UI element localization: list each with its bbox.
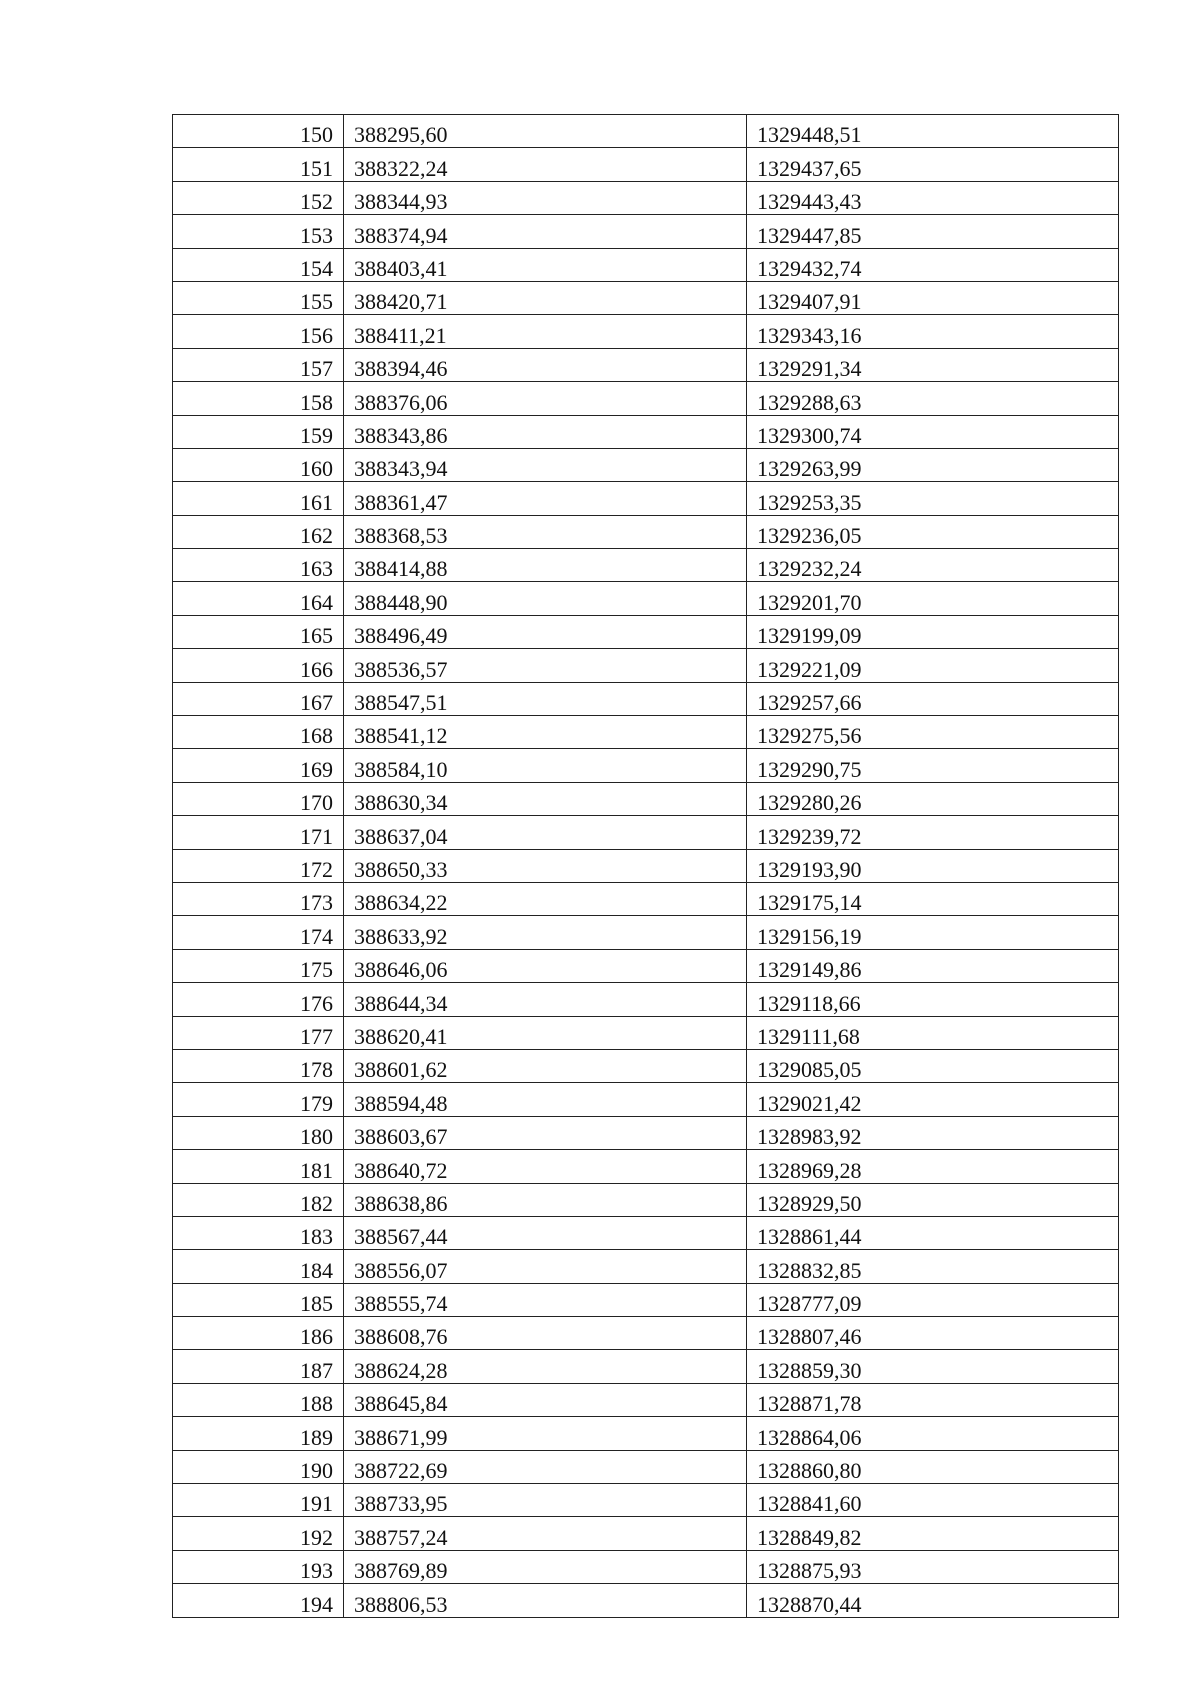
table-row — [173, 716, 1119, 749]
y-coordinate-cell: 1329111,68 — [747, 1016, 1119, 1049]
table-row — [173, 415, 1119, 448]
y-coordinate-cell: 1329193,90 — [747, 849, 1119, 882]
y-coordinate-cell: 1329263,99 — [747, 448, 1119, 481]
table-row — [173, 749, 1119, 782]
point-number-cell: 183 — [173, 1216, 344, 1249]
table-row — [173, 949, 1119, 982]
x-coordinate-cell: 388757,24 — [344, 1517, 747, 1550]
point-number-cell: 194 — [173, 1584, 344, 1617]
y-coordinate-cell: 1329253,35 — [747, 482, 1119, 515]
point-number-cell: 166 — [173, 649, 344, 682]
y-coordinate-cell: 1329407,91 — [747, 281, 1119, 314]
x-coordinate-cell: 388420,71 — [344, 281, 747, 314]
table-row — [173, 916, 1119, 949]
table-row — [173, 1150, 1119, 1183]
point-number-cell: 164 — [173, 582, 344, 615]
point-number-cell: 185 — [173, 1283, 344, 1316]
y-coordinate-cell: 1328929,50 — [747, 1183, 1119, 1216]
y-coordinate-cell: 1329239,72 — [747, 816, 1119, 849]
y-coordinate-cell: 1329448,51 — [747, 115, 1119, 148]
table-row — [173, 1116, 1119, 1149]
point-number-cell: 178 — [173, 1049, 344, 1082]
x-coordinate-cell: 388633,92 — [344, 916, 747, 949]
point-number-cell: 188 — [173, 1383, 344, 1416]
x-coordinate-cell: 388414,88 — [344, 549, 747, 582]
table-row — [173, 515, 1119, 548]
x-coordinate-cell: 388295,60 — [344, 115, 747, 148]
point-number-cell: 157 — [173, 348, 344, 381]
point-number-cell: 182 — [173, 1183, 344, 1216]
point-number-cell: 190 — [173, 1450, 344, 1483]
point-number-cell: 153 — [173, 215, 344, 248]
table-row — [173, 448, 1119, 481]
table-row — [173, 849, 1119, 882]
x-coordinate-cell: 388368,53 — [344, 515, 747, 548]
point-number-cell: 189 — [173, 1417, 344, 1450]
y-coordinate-cell: 1329257,66 — [747, 682, 1119, 715]
y-coordinate-cell: 1329447,85 — [747, 215, 1119, 248]
table-row — [173, 1417, 1119, 1450]
y-coordinate-cell: 1328859,30 — [747, 1350, 1119, 1383]
table-row — [173, 1283, 1119, 1316]
point-number-cell: 167 — [173, 682, 344, 715]
x-coordinate-cell: 388620,41 — [344, 1016, 747, 1049]
table-row — [173, 615, 1119, 648]
y-coordinate-cell: 1329437,65 — [747, 148, 1119, 181]
y-coordinate-cell: 1329343,16 — [747, 315, 1119, 348]
x-coordinate-cell: 388567,44 — [344, 1216, 747, 1249]
x-coordinate-cell: 388638,86 — [344, 1183, 747, 1216]
x-coordinate-cell: 388322,24 — [344, 148, 747, 181]
table-row — [173, 1317, 1119, 1350]
x-coordinate-cell: 388634,22 — [344, 882, 747, 915]
table-row — [173, 1383, 1119, 1416]
y-coordinate-cell: 1329300,74 — [747, 415, 1119, 448]
point-number-cell: 165 — [173, 615, 344, 648]
table-row — [173, 1083, 1119, 1116]
y-coordinate-cell: 1329149,86 — [747, 949, 1119, 982]
point-number-cell: 187 — [173, 1350, 344, 1383]
x-coordinate-cell: 388624,28 — [344, 1350, 747, 1383]
point-number-cell: 184 — [173, 1250, 344, 1283]
table-row — [173, 148, 1119, 181]
x-coordinate-cell: 388806,53 — [344, 1584, 747, 1617]
x-coordinate-cell: 388361,47 — [344, 482, 747, 515]
x-coordinate-cell: 388584,10 — [344, 749, 747, 782]
y-coordinate-cell: 1329021,42 — [747, 1083, 1119, 1116]
x-coordinate-cell: 388644,34 — [344, 983, 747, 1016]
y-coordinate-cell: 1328849,82 — [747, 1517, 1119, 1550]
point-number-cell: 175 — [173, 949, 344, 982]
y-coordinate-cell: 1329175,14 — [747, 882, 1119, 915]
table-row — [173, 1550, 1119, 1583]
table-row — [173, 816, 1119, 849]
table-row — [173, 215, 1119, 248]
y-coordinate-cell: 1329288,63 — [747, 382, 1119, 415]
point-number-cell: 193 — [173, 1550, 344, 1583]
y-coordinate-cell: 1329291,34 — [747, 348, 1119, 381]
x-coordinate-cell: 388547,51 — [344, 682, 747, 715]
table-row — [173, 682, 1119, 715]
table-row — [173, 1350, 1119, 1383]
point-number-cell: 155 — [173, 281, 344, 314]
y-coordinate-cell: 1329156,19 — [747, 916, 1119, 949]
y-coordinate-cell: 1328777,09 — [747, 1283, 1119, 1316]
point-number-cell: 171 — [173, 816, 344, 849]
x-coordinate-cell: 388343,86 — [344, 415, 747, 448]
x-coordinate-cell: 388769,89 — [344, 1550, 747, 1583]
table-row — [173, 782, 1119, 815]
table-row — [173, 1484, 1119, 1517]
point-number-cell: 176 — [173, 983, 344, 1016]
point-number-cell: 152 — [173, 181, 344, 214]
y-coordinate-cell: 1328841,60 — [747, 1484, 1119, 1517]
point-number-cell: 172 — [173, 849, 344, 882]
point-number-cell: 192 — [173, 1517, 344, 1550]
y-coordinate-cell: 1328875,93 — [747, 1550, 1119, 1583]
y-coordinate-cell: 1329236,05 — [747, 515, 1119, 548]
x-coordinate-cell: 388394,46 — [344, 348, 747, 381]
y-coordinate-cell: 1329118,66 — [747, 983, 1119, 1016]
x-coordinate-cell: 388343,94 — [344, 448, 747, 481]
table-row — [173, 482, 1119, 515]
x-coordinate-cell: 388645,84 — [344, 1383, 747, 1416]
point-number-cell: 158 — [173, 382, 344, 415]
x-coordinate-cell: 388671,99 — [344, 1417, 747, 1450]
y-coordinate-cell: 1329221,09 — [747, 649, 1119, 682]
coordinates-table — [172, 114, 1119, 1618]
y-coordinate-cell: 1329432,74 — [747, 248, 1119, 281]
table-row — [173, 181, 1119, 214]
table-row — [173, 1517, 1119, 1550]
table-row — [173, 983, 1119, 1016]
y-coordinate-cell: 1328832,85 — [747, 1250, 1119, 1283]
x-coordinate-cell: 388536,57 — [344, 649, 747, 682]
table-row — [173, 382, 1119, 415]
x-coordinate-cell: 388411,21 — [344, 315, 747, 348]
x-coordinate-cell: 388650,33 — [344, 849, 747, 882]
table-row — [173, 1584, 1119, 1617]
point-number-cell: 168 — [173, 716, 344, 749]
y-coordinate-cell: 1329201,70 — [747, 582, 1119, 615]
x-coordinate-cell: 388722,69 — [344, 1450, 747, 1483]
x-coordinate-cell: 388344,93 — [344, 181, 747, 214]
table-row — [173, 1450, 1119, 1483]
point-number-cell: 151 — [173, 148, 344, 181]
x-coordinate-cell: 388556,07 — [344, 1250, 747, 1283]
point-number-cell: 150 — [173, 115, 344, 148]
point-number-cell: 162 — [173, 515, 344, 548]
point-number-cell: 191 — [173, 1484, 344, 1517]
table-row — [173, 315, 1119, 348]
table-row — [173, 1183, 1119, 1216]
table-row — [173, 882, 1119, 915]
point-number-cell: 170 — [173, 782, 344, 815]
x-coordinate-cell: 388448,90 — [344, 582, 747, 615]
table-row — [173, 1016, 1119, 1049]
point-number-cell: 181 — [173, 1150, 344, 1183]
coordinates-table-body — [173, 115, 1119, 1618]
point-number-cell: 169 — [173, 749, 344, 782]
y-coordinate-cell: 1328864,06 — [747, 1417, 1119, 1450]
table-row — [173, 649, 1119, 682]
y-coordinate-cell: 1328807,46 — [747, 1317, 1119, 1350]
y-coordinate-cell: 1328860,80 — [747, 1450, 1119, 1483]
point-number-cell: 159 — [173, 415, 344, 448]
point-number-cell: 174 — [173, 916, 344, 949]
point-number-cell: 186 — [173, 1317, 344, 1350]
y-coordinate-cell: 1328983,92 — [747, 1116, 1119, 1149]
table-row — [173, 1216, 1119, 1249]
point-number-cell: 177 — [173, 1016, 344, 1049]
x-coordinate-cell: 388640,72 — [344, 1150, 747, 1183]
x-coordinate-cell: 388376,06 — [344, 382, 747, 415]
x-coordinate-cell: 388646,06 — [344, 949, 747, 982]
point-number-cell: 179 — [173, 1083, 344, 1116]
y-coordinate-cell: 1329290,75 — [747, 749, 1119, 782]
y-coordinate-cell: 1328871,78 — [747, 1383, 1119, 1416]
point-number-cell: 154 — [173, 248, 344, 281]
y-coordinate-cell: 1328861,44 — [747, 1216, 1119, 1249]
point-number-cell: 156 — [173, 315, 344, 348]
y-coordinate-cell: 1329280,26 — [747, 782, 1119, 815]
table-row — [173, 248, 1119, 281]
table-row — [173, 281, 1119, 314]
x-coordinate-cell: 388630,34 — [344, 782, 747, 815]
y-coordinate-cell: 1329085,05 — [747, 1049, 1119, 1082]
y-coordinate-cell: 1329275,56 — [747, 716, 1119, 749]
x-coordinate-cell: 388608,76 — [344, 1317, 747, 1350]
y-coordinate-cell: 1329199,09 — [747, 615, 1119, 648]
point-number-cell: 160 — [173, 448, 344, 481]
x-coordinate-cell: 388601,62 — [344, 1049, 747, 1082]
point-number-cell: 161 — [173, 482, 344, 515]
table-row — [173, 115, 1119, 148]
y-coordinate-cell: 1329443,43 — [747, 181, 1119, 214]
x-coordinate-cell: 388733,95 — [344, 1484, 747, 1517]
table-row — [173, 549, 1119, 582]
x-coordinate-cell: 388637,04 — [344, 816, 747, 849]
table-row — [173, 348, 1119, 381]
x-coordinate-cell: 388603,67 — [344, 1116, 747, 1149]
table-row — [173, 582, 1119, 615]
point-number-cell: 163 — [173, 549, 344, 582]
x-coordinate-cell: 388541,12 — [344, 716, 747, 749]
y-coordinate-cell: 1328870,44 — [747, 1584, 1119, 1617]
x-coordinate-cell: 388496,49 — [344, 615, 747, 648]
table-row — [173, 1250, 1119, 1283]
point-number-cell: 180 — [173, 1116, 344, 1149]
x-coordinate-cell: 388594,48 — [344, 1083, 747, 1116]
x-coordinate-cell: 388374,94 — [344, 215, 747, 248]
x-coordinate-cell: 388403,41 — [344, 248, 747, 281]
y-coordinate-cell: 1328969,28 — [747, 1150, 1119, 1183]
table-row — [173, 1049, 1119, 1082]
y-coordinate-cell: 1329232,24 — [747, 549, 1119, 582]
x-coordinate-cell: 388555,74 — [344, 1283, 747, 1316]
point-number-cell: 173 — [173, 882, 344, 915]
